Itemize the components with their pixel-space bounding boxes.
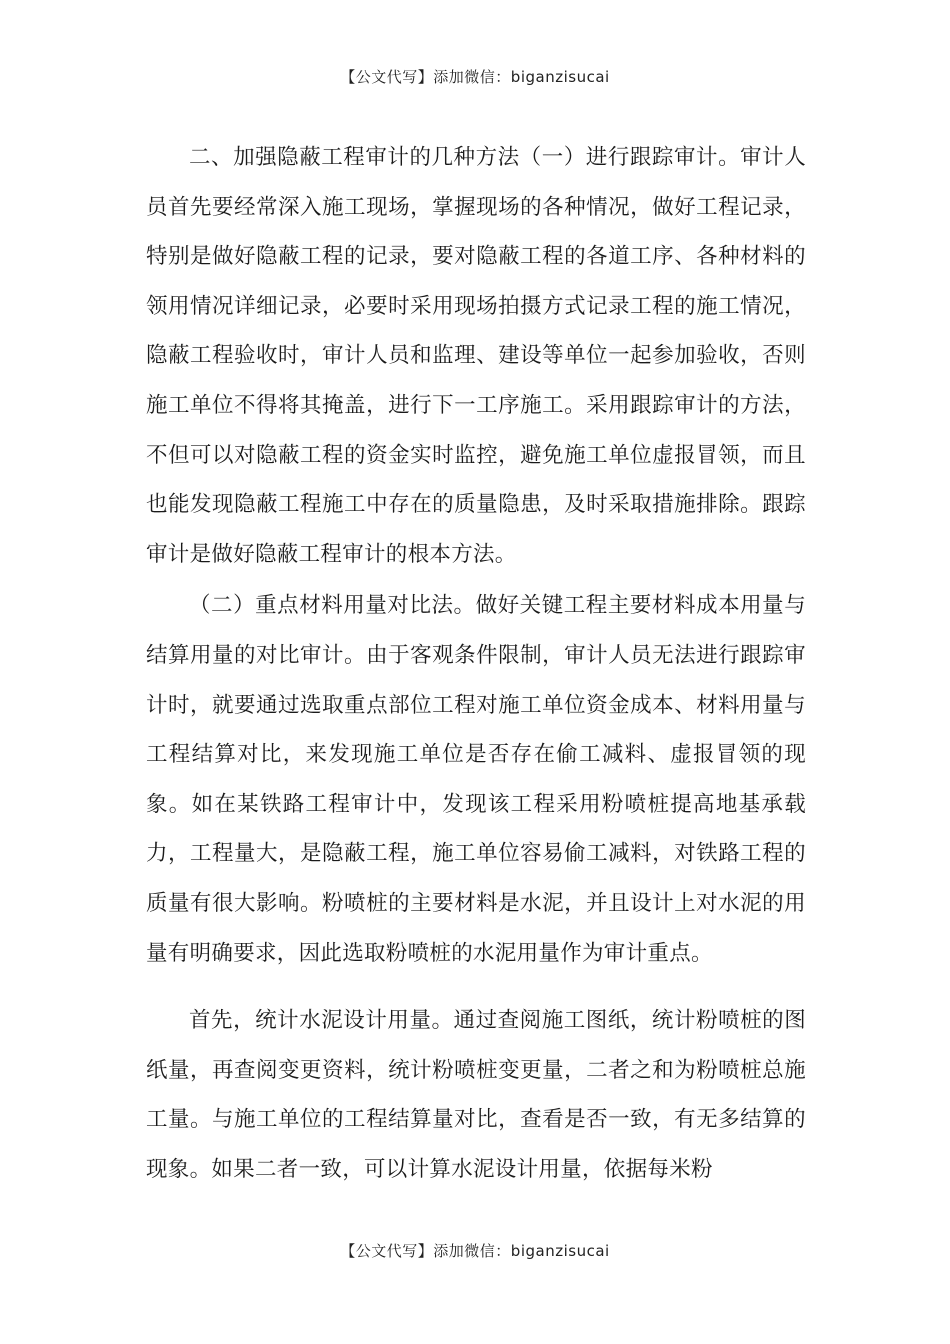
paragraph-cement-design-usage: 首先，统计水泥设计用量。通过查阅施工图纸，统计粉喷桩的图纸量，再查阅变更资料，统计粉喷桩变更量，二者之和为粉喷桩总施工量。与施工单位的工程结算量对比，查看是否一致，有无多结算的现象。如果二者一致，可以计算水泥设计用量，依据每米粉 — [146, 1008, 806, 1182]
document-body — [146, 133, 806, 1194]
paragraph-material-comparison: （二）重点材料用量对比法。做好关键工程主要材料成本用量与结算用量的对比审计。由于客观条件限制，审计人员无法进行跟踪审计时，就要通过选取重点部位工程对施工单位资金成本、材料用量与工程结算对比，来发现施工单位是否存在偷工减料、虚报冒领的现象。如在某铁路工程审计中，发现该工程采用粉喷桩提高地基承载力，工程量大，是隐蔽工程，施工单位容易偷工减料，对铁路工程的质量有很大影响。粉喷桩的主要材料是水泥，并且设计上对水泥的用量有明确要求，因此选取粉喷桩的水泥用量作为审计重点。 — [146, 593, 806, 966]
page-footer: 【公文代写】添加微信：biganzisucai — [340, 1242, 610, 1260]
paragraph-tracking-audit: 二、加强隐蔽工程审计的几种方法（一）进行跟踪审计。审计人员首先要经常深入施工现场，掌握现场的各种情况，做好工程记录，特别是做好隐蔽工程的记录，要对隐蔽工程的各道工序、各种材料的领用情况详细记录，必要时采用现场拍摄方式记录工程的施工情况，隐蔽工程验收时，审计人员和监理、建设等单位一起参加验收，否则施工单位不得将其掩盖，进行下一工序施工。采用跟踪审计的方法，不但可以对隐蔽工程的资金实时监控，避免施工单位虚报冒领，而且也能发现隐蔽工程施工中存在的质量隐患，及时采取措施排除。跟踪审计是做好隐蔽工程审计的根本方法。 — [146, 145, 806, 567]
page-header: 【公文代写】添加微信：biganzisucai — [340, 68, 610, 86]
